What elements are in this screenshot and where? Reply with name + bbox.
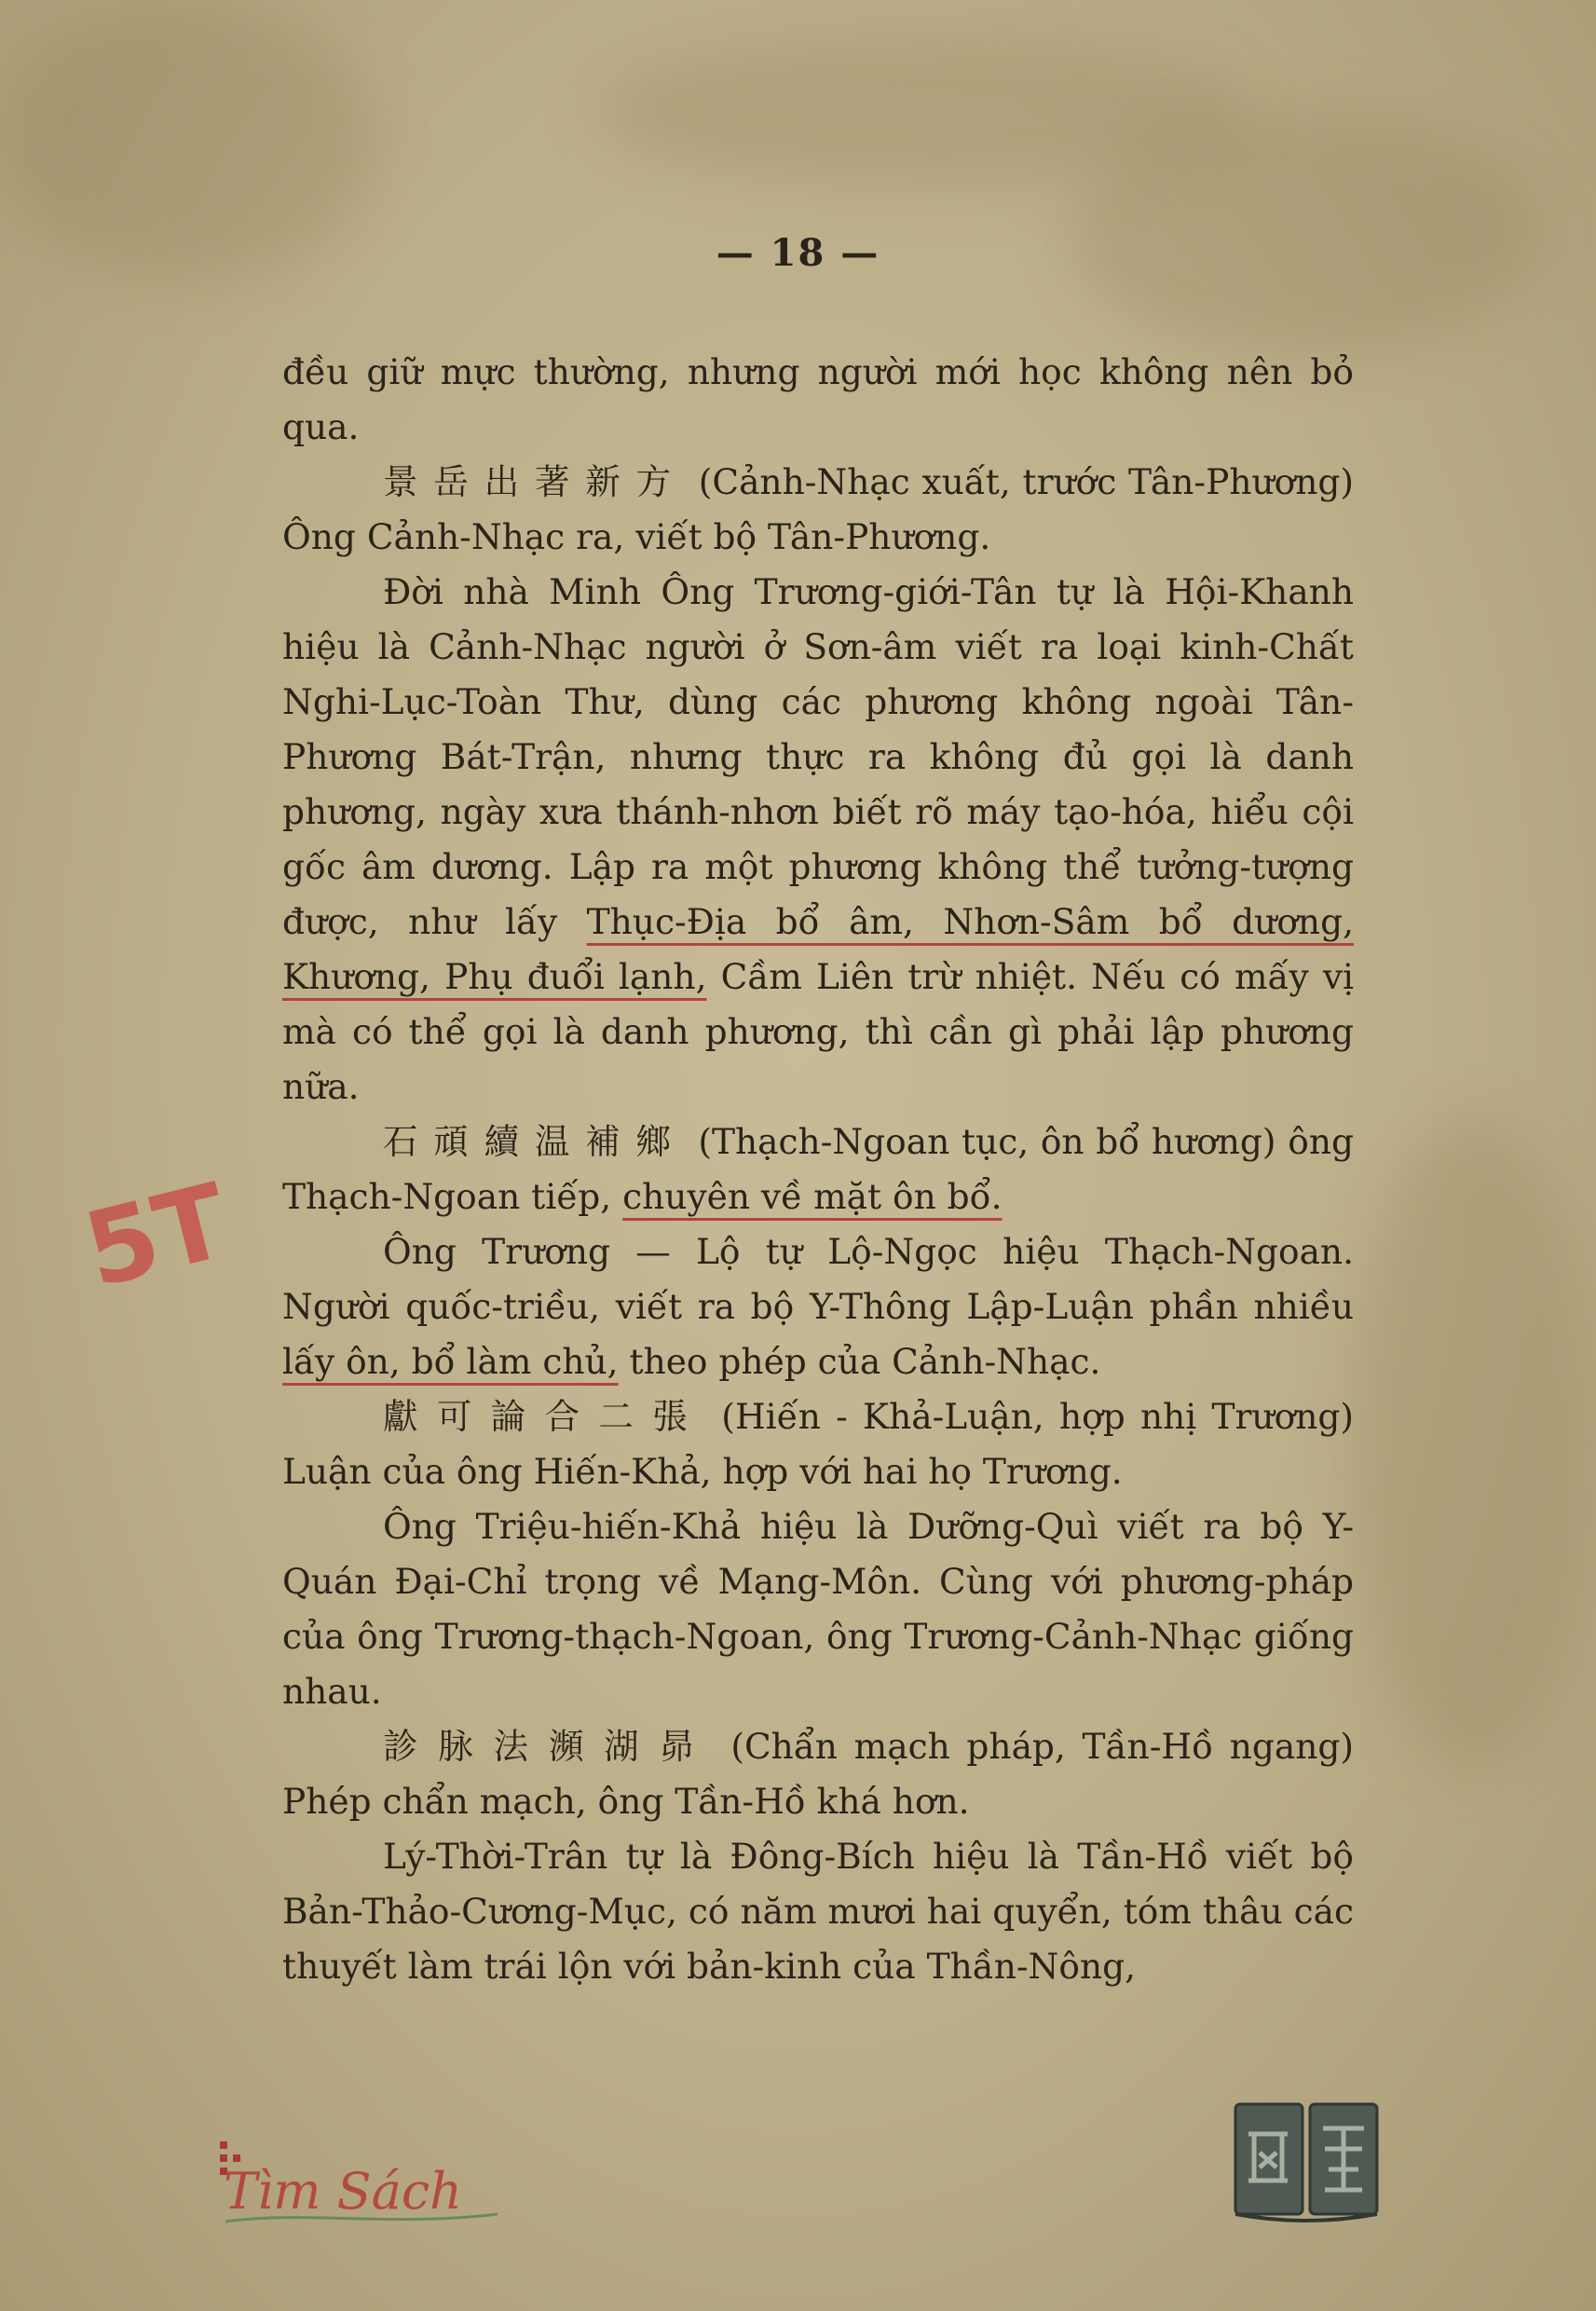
open-book-seal-icon (1232, 2097, 1381, 2227)
text-segment: Lý-Thời-Trân tự là Đông-Bích hiệu là Tần-Hồ viết bộ Bản-Thảo-Cương-Mục, có năm mươi hai quyển, tóm thâu các thuyết làm trái lộn với bản-kinh của Thần-Nông, (282, 1836, 1354, 1987)
han-characters: 診脉法瀕湖昴 (383, 1726, 715, 1767)
section-heading-paragraph (282, 1389, 1354, 1499)
han-characters: 獻可論合二張 (383, 1396, 707, 1437)
text-segment: (Chẩn mạch pháp, Tần-Hồ ngang) Phép chẩn mạch, ông Tần-Hồ khá hơn. (282, 1726, 1355, 1822)
page-number: — 18 — (716, 231, 880, 275)
section-heading-paragraph (282, 1719, 1354, 1829)
han-characters: 石頑續温補鄉 (383, 1121, 687, 1162)
section-heading-paragraph (282, 1114, 1354, 1224)
text-paragraph (282, 345, 1354, 455)
text-segment: Đời nhà Minh Ông Trương-giới-Tân tự là Hội-Khanh hiệu là Cảnh-Nhạc người ở Sơn-âm viết ra loại kinh-Chất Nghi-Lục-Toàn Thư, dùng các phương không ngoài Tân-Phương Bát-Trận, nhưng thực ra không đủ gọi là danh phương, ngày xưa thánh-nhơn biết rõ máy tạo-hóa, hiểu cội gốc âm dương. Lập ra một phương không thể tưởng-tượng được, như lấy (282, 571, 1354, 942)
page-body (282, 345, 1354, 1994)
text-segment: (Cảnh-Nhạc xuất, trước Tân-Phương) Ông Cảnh-Nhạc ra, viết bộ Tân-Phương. (282, 461, 1354, 557)
text-segment: Cầm Liên trừ nhiệt. Nếu có mấy vị mà có thể gọi là danh phương, thì cần gì phải lập phương nữa. (282, 956, 1355, 1107)
text-segment: Ông Triệu-hiến-Khả hiệu là Dưỡng-Quì viết ra bộ Y-Quán Đại-Chỉ trọng về Mạng-Môn. Cùng với phương-pháp của ông Trương-thạch-Ngoan, ông Trương-Cảnh-Nhạc giống nhau. (282, 1506, 1354, 1712)
text-segment: đều giữ mực thường, nhưng người mới học không nên bỏ qua. (282, 351, 1354, 447)
text-segment: (Hiến - Khả-Luận, hợp nhị Trương) Luận của ông Hiến-Khả, hợp với hai họ Trương. (282, 1396, 1354, 1492)
text-paragraph (282, 1499, 1354, 1719)
text-segment: Ông Trương — Lộ tự Lộ-Ngọc hiệu Thạch-Ngoan. Người quốc-triều, viết ra bộ Y-Thông Lập-Luận phần nhiều (282, 1231, 1354, 1327)
text-segment: theo phép của Cảnh-Nhạc. (618, 1341, 1101, 1382)
underlined-phrase: chuyên về mặt ôn bổ. (622, 1176, 1003, 1217)
timsach-logo (218, 2141, 507, 2230)
underlined-phrase: lấy ôn, bổ làm chủ, (282, 1341, 619, 1382)
han-characters: 景岳出著新方 (383, 461, 687, 502)
margin-handwritten-mark: 5T (73, 1160, 239, 1311)
text-paragraph (282, 1829, 1354, 1994)
text-paragraph (282, 565, 1354, 1114)
text-paragraph (282, 1224, 1354, 1389)
logo-text: Tìm Sách (224, 2162, 462, 2221)
underlined-phrase: Thục-Địa bổ âm, Nhơn-Sâm bổ dương, Khương, Phụ đuổi lạnh, (282, 901, 1354, 997)
section-heading-paragraph (282, 455, 1354, 565)
text-segment: (Thạch-Ngoan tục, ôn bổ hương) ông Thạch-Ngoan tiếp, (282, 1121, 1354, 1217)
